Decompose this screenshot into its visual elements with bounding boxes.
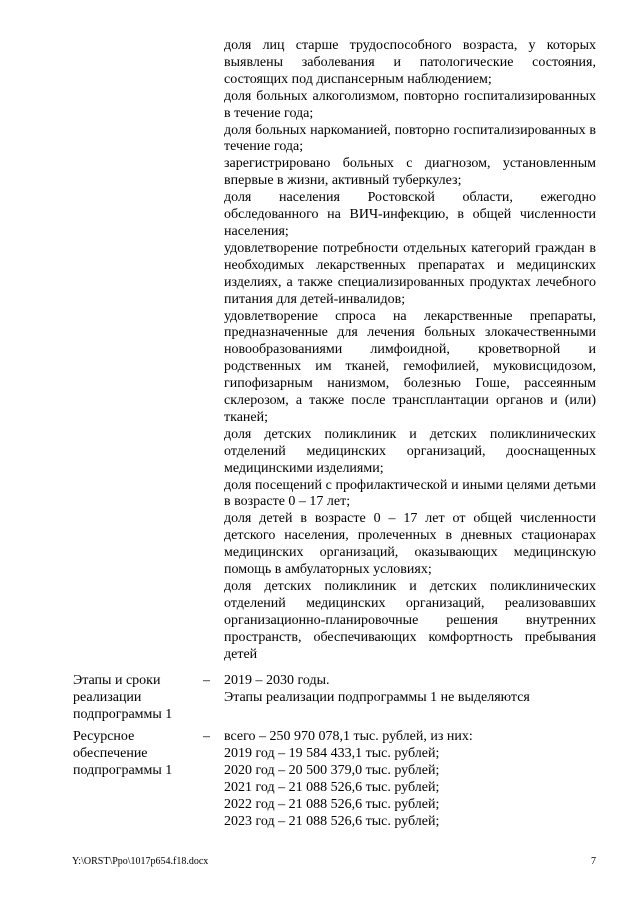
resources-line: 2019 год – 19 584 433,1 тыс. рублей; <box>224 745 440 761</box>
resources-value <box>224 729 596 830</box>
resources-dash: – <box>203 729 210 744</box>
page-number: 7 <box>591 856 596 867</box>
indicators-list <box>224 38 596 664</box>
indicator-item: доля детей в возрасте 0 – 17 лет от общей численности детского населения, пролеченных в дневных стационарах медицинских организаций, оказывающих медицинскую помощь в амбулаторных условиях; <box>224 511 596 578</box>
stages-value <box>224 673 596 707</box>
file-path: Y:\ORST\Ppo\1017p654.f18.docx <box>72 856 209 867</box>
indicator-item: удовлетворение потребности отдельных категорий граждан в необходимых лекарственных препаратах и медицинских изделиях, а также специализированных продуктах лечебного питания для детей-инвалидов; <box>224 240 596 307</box>
resources-label: Ресурсное обеспечение подпрограммы 1 <box>73 729 173 778</box>
indicator-item: доля больных алкоголизмом, повторно госпитализированных в течение года; <box>224 88 596 121</box>
indicator-item: доля больных наркоманией, повторно госпитализированных в течение года; <box>224 122 596 155</box>
resources-line: 2020 год – 20 500 379,0 тыс. рублей; <box>224 762 440 778</box>
indicator-item: доля посещений с профилактической и иными целями детьми в возрасте 0 – 17 лет; <box>224 477 596 510</box>
resources-line: 2023 год – 21 088 526,6 тыс. рублей; <box>224 813 440 829</box>
resources-line: 2022 год – 21 088 526,6 тыс. рублей; <box>224 796 440 812</box>
indicator-item: доля детских поликлиник и детских поликлинических отделений медицинских организаций, реализовавших организационно-планировочные решения внутренних пространств, обеспечивающих комфортность пребывания детей <box>224 579 596 662</box>
indicator-item: доля лиц старше трудоспособного возраста, у которых выявлены заболевания и патологические состояния, состоящих под диспансерным наблюдением; <box>224 38 596 87</box>
indicator-item: удовлетворение спроса на лекарственные препараты, предназначенные для лечения больных злокачественными новообразованиями лимфоидной, кроветворной и родственных им тканей, гемофилией, муковисцидозом, гипофизарным нанизмом, болезнью Гоше, рассеянным склерозом, а также после трансплантации органов и (или) тканей; <box>224 308 596 425</box>
stages-label: Этапы и сроки реализации подпрограммы 1 <box>73 673 173 722</box>
indicator-item: зарегистрировано больных с диагнозом, установленным впервые в жизни, активный туберкулез; <box>224 156 596 189</box>
resources-line: всего – 250 970 078,1 тыс. рублей, из них: <box>224 729 473 744</box>
indicator-item: доля населения Ростовской области, ежегодно обследованного на ВИЧ-инфекцию, в общей численности населения; <box>224 190 596 239</box>
stages-line: 2019 – 2030 годы. <box>224 673 330 688</box>
indicator-item: доля детских поликлиник и детских поликлинических отделений медицинских организаций, дооснащенных медицинскими изделиями; <box>224 426 596 476</box>
stages-line: Этапы реализации подпрограммы 1 не выделяются <box>224 689 530 705</box>
stages-dash: – <box>203 673 210 688</box>
resources-line: 2021 год – 21 088 526,6 тыс. рублей; <box>224 779 440 795</box>
